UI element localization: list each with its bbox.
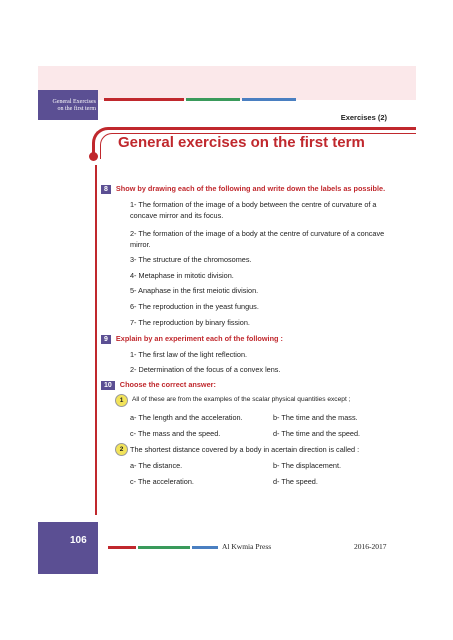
header-strip-blue [242, 98, 296, 101]
q8-item-3: 3- The structure of the chromosomes. [130, 255, 252, 264]
question-10-number: 10 [101, 381, 115, 390]
question-9-text: Explain by an experiment each of the following : [115, 334, 283, 343]
question-10-heading [101, 380, 216, 390]
question-8-text: Show by drawing each of the following and write down the labels as possible. [115, 184, 386, 193]
exercise-label: Exercises (2) [340, 113, 387, 122]
sub1-option-a: a- The length and the acceleration. [130, 413, 243, 422]
sub-question-1-badge: 1 [115, 394, 128, 407]
q9-item-1: 1- The first law of the light reflection. [130, 350, 248, 359]
question-8-heading [101, 184, 385, 194]
sub1-option-d: d- The time and the speed. [273, 429, 361, 438]
sub2-option-d: d- The speed. [273, 477, 318, 486]
q8-item-7: 7- The reproduction by binary fission. [130, 318, 250, 327]
q8-item-5: 5- Anaphase in the first meiotic division. [130, 286, 259, 295]
publisher-name: Al Kwmia Press [222, 542, 272, 551]
q8-item-1: 1- The formation of the image of a body between the centre of curvature of a concave mirror and its focus. [130, 200, 377, 220]
footer-strip-green [138, 546, 190, 549]
footer-strip-blue [192, 546, 218, 549]
sub2-option-c: c- The acceleration. [130, 477, 194, 486]
margin-line [95, 165, 97, 515]
year-label: 2016-2017 [354, 542, 387, 551]
corner-label [40, 99, 96, 113]
header-strip-green [186, 98, 240, 101]
footer-block [38, 522, 98, 574]
title-dot [89, 152, 98, 161]
q9-item-2: 2- Determination of the focus of a convex lens. [130, 365, 281, 374]
corner-label-line1: General Exercises [52, 99, 96, 105]
sub-question-1-text: All of these are from the examples of the scalar physical quantities except ; [132, 396, 351, 403]
page-title: General exercises on the first term [118, 134, 365, 151]
question-8-number: 8 [101, 185, 111, 194]
sub1-option-c: c- The mass and the speed. [130, 429, 221, 438]
sub1-option-b: b- The time and the mass. [273, 413, 358, 422]
page-number: 106 [70, 535, 87, 546]
sub-question-2-text: The shortest distance covered by a body in acertain direction is called : [130, 445, 360, 454]
header-strip-red [104, 98, 184, 101]
sub-question-2-badge: 2 [115, 443, 128, 456]
q8-item-4: 4- Metaphase in mitotic division. [130, 271, 234, 280]
question-9-number: 9 [101, 335, 111, 344]
sub2-option-b: b- The displacement. [273, 461, 342, 470]
footer-strip-red [108, 546, 136, 549]
corner-label-line2: on the first term [57, 106, 96, 112]
sub2-option-a: a- The distance. [130, 461, 183, 470]
q8-item-2: 2- The formation of the image of a body at the centre of curvature of a concave mirror. [130, 229, 385, 249]
question-9-heading [101, 334, 283, 344]
question-10-text: Choose the correct answer: [119, 380, 216, 389]
q8-item-6: 6- The reproduction in the yeast fungus. [130, 302, 259, 311]
